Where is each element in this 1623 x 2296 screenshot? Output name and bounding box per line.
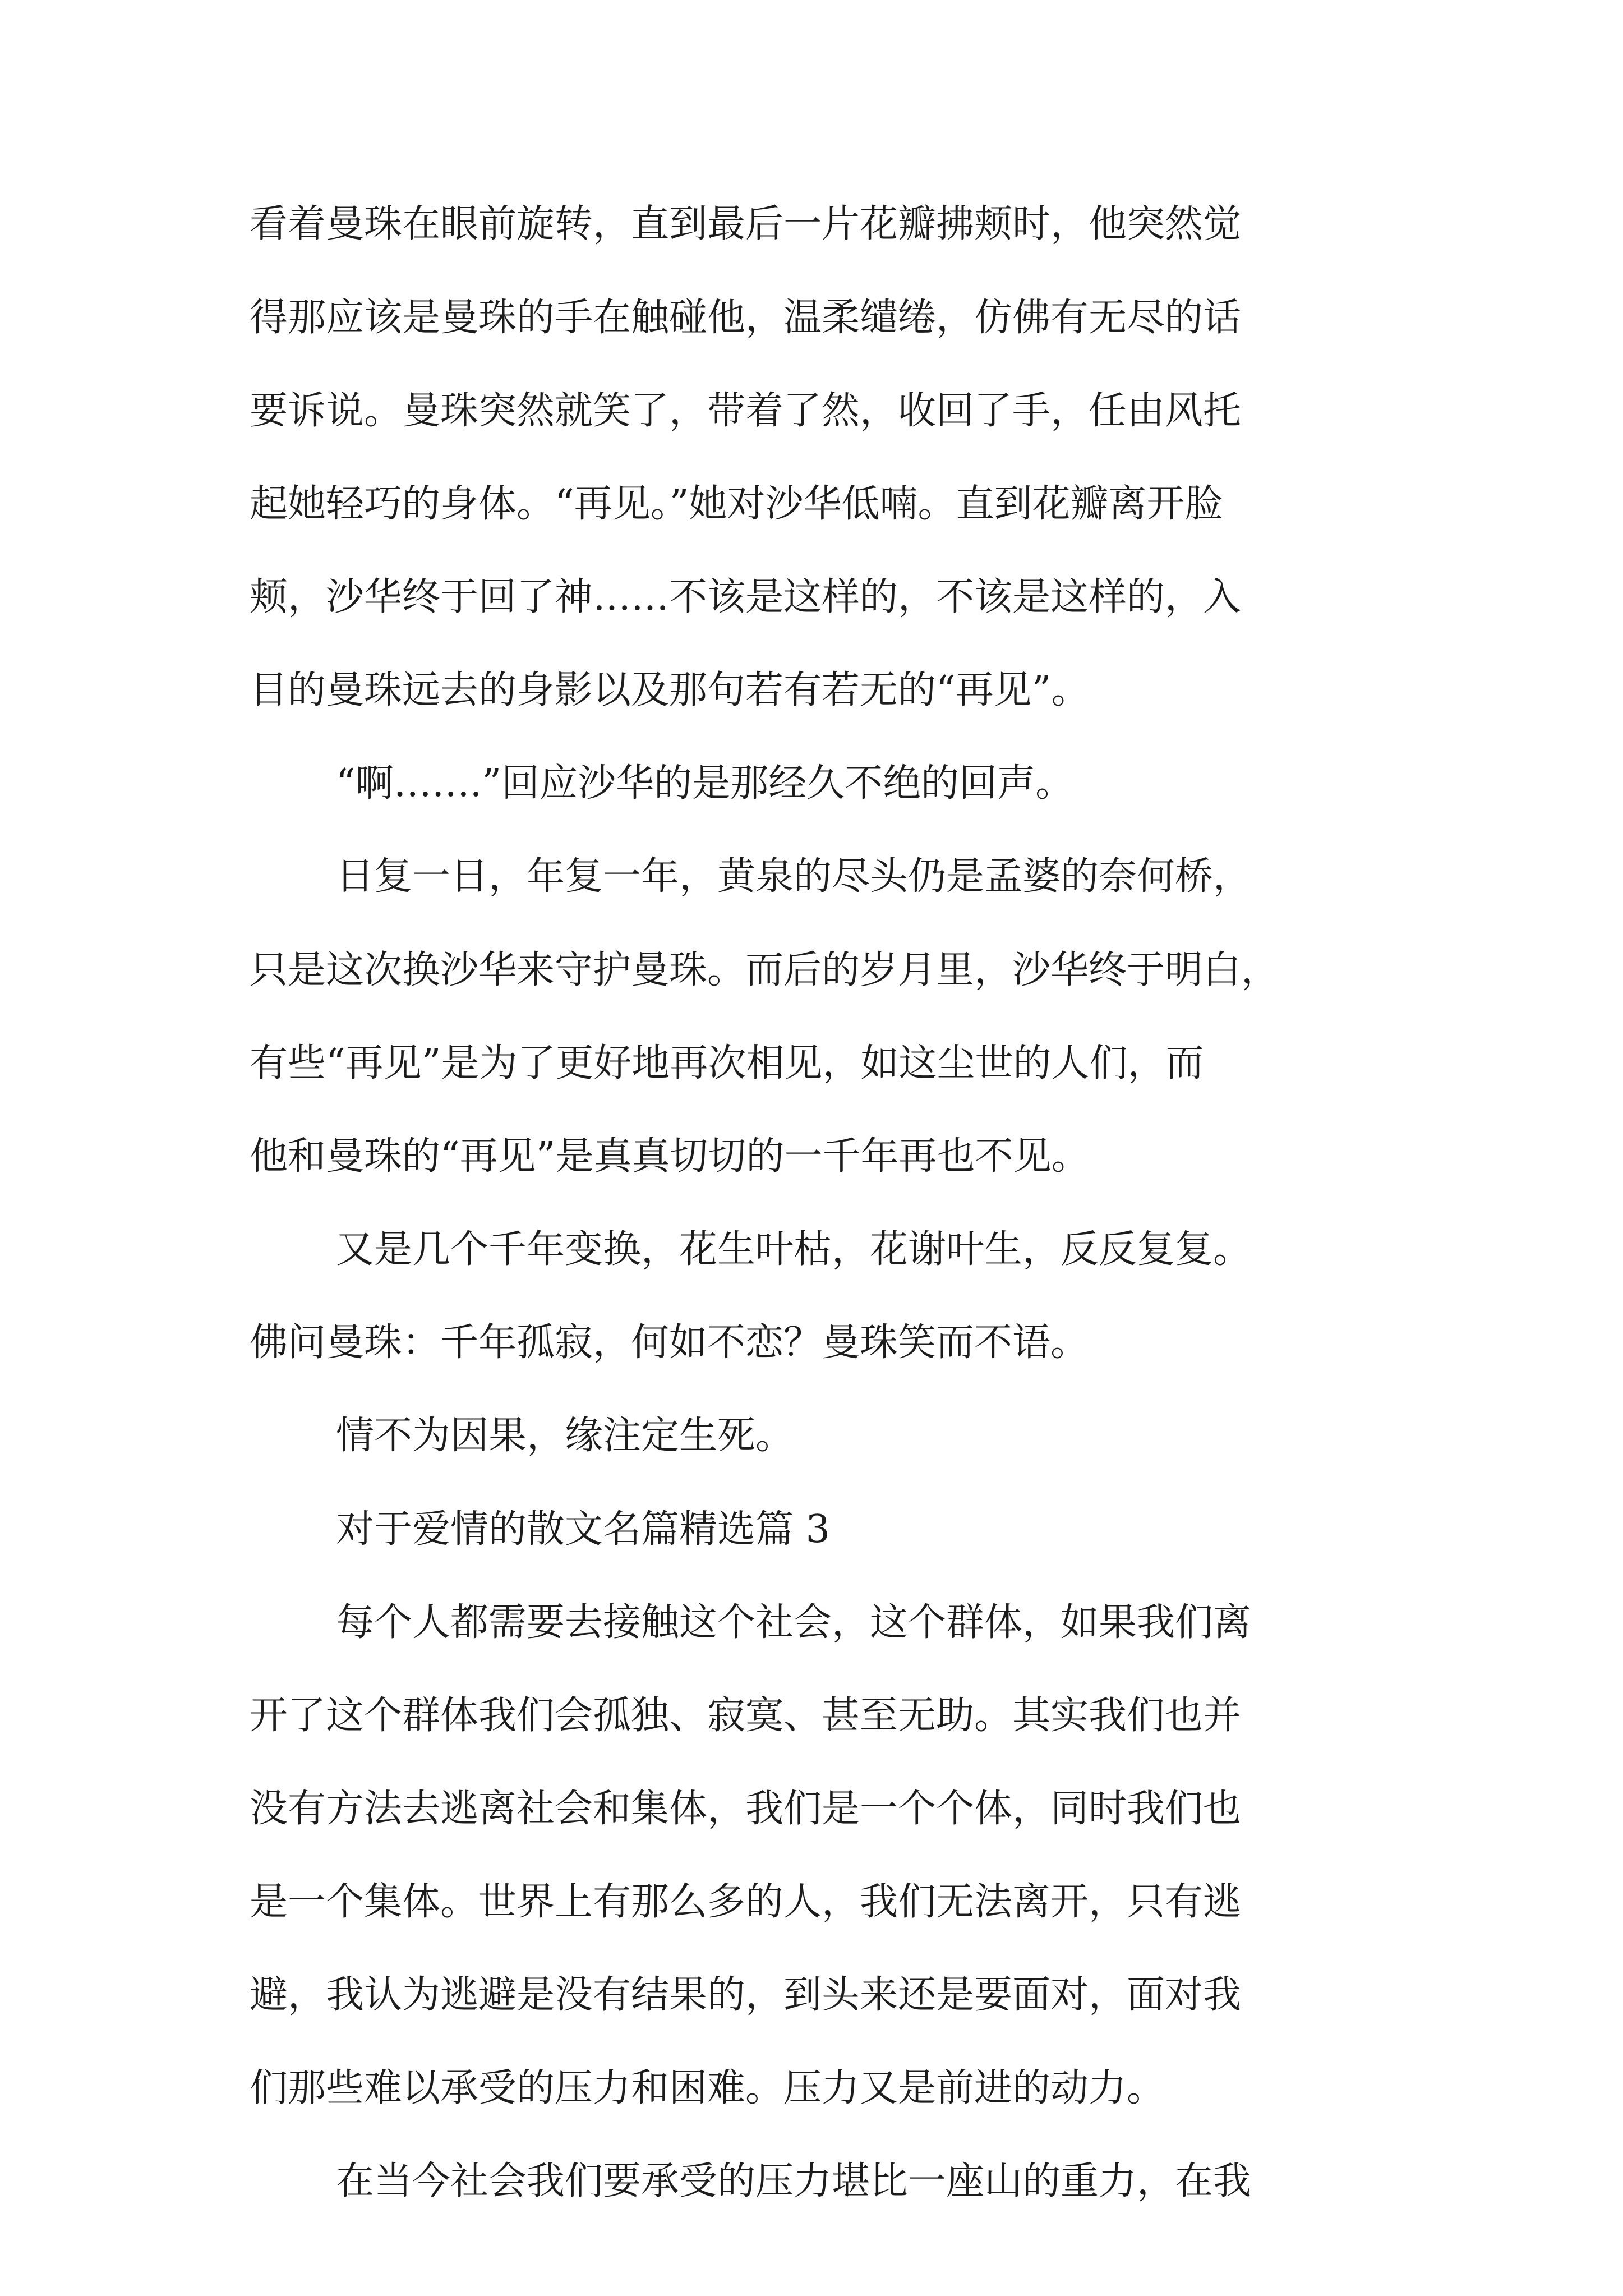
text-line: 看着曼珠在眼前旋转，直到最后一片花瓣拂颊时，他突然觉 <box>250 202 1242 246</box>
text-line: 每个人都需要去接触这个社会，这个群体，如果我们离 <box>336 1600 1252 1645</box>
text-line: 又是几个千年变换，花生叶枯，花谢叶生，反反复复。 <box>336 1227 1252 1272</box>
text-line: 没有方法去逃离社会和集体，我们是一个个体，同时我们也 <box>250 1787 1242 1831</box>
section-heading: 对于爱情的散文名篇精选篇 3 <box>336 1507 830 1552</box>
text-line: 避，我认为逃避是没有结果的，到头来还是要面对，面对我 <box>250 1973 1242 2017</box>
text-line: 只是这次换沙华来守护曼珠。而后的岁月里，沙华终于明白， <box>250 948 1280 992</box>
text-line: 日复一日，年复一年，黄泉的尽头仍是孟婆的奈何桥， <box>336 854 1252 899</box>
text-line: 目的曼珠远去的身影以及那句若有若无的“再见”。 <box>250 668 1090 712</box>
text-line: 要诉说。曼珠突然就笑了，带着了然，收回了手，任由风托 <box>250 389 1242 433</box>
text-line: 他和曼珠的“再见”是真真切切的一千年再也不见。 <box>250 1134 1090 1179</box>
text-line: 颊，沙华终于回了神……不该是这样的，不该是这样的，入 <box>250 575 1242 619</box>
text-line: 有些“再见”是为了更好地再次相见，如这尘世的人们，而 <box>250 1041 1204 1085</box>
text-line: 是一个集体。世界上有那么多的人，我们无法离开，只有逃 <box>250 1880 1242 1924</box>
text-line: 开了这个群体我们会孤独、寂寞、甚至无助。其实我们也并 <box>250 1694 1242 1738</box>
text-line: 佛问曼珠：千年孤寂，何如不恋？曼珠笑而不语。 <box>250 1320 1089 1365</box>
text-line: “啊…….”回应沙华的是那经久不绝的回声。 <box>336 761 1074 806</box>
text-line: 得那应该是曼珠的手在触碰他，温柔缱绻，仿佛有无尽的话 <box>250 296 1242 340</box>
text-line: 起她轻巧的身体。“再见。”她对沙华低喃。直到花瓣离开脸 <box>250 482 1223 526</box>
text-line: 情不为因果，缘注定生死。 <box>336 1414 794 1458</box>
text-line: 在当今社会我们要承受的压力堪比一座山的重力，在我 <box>336 2159 1252 2203</box>
text-line: 们那些难以承受的压力和困难。压力又是前进的动力。 <box>250 2066 1165 2110</box>
